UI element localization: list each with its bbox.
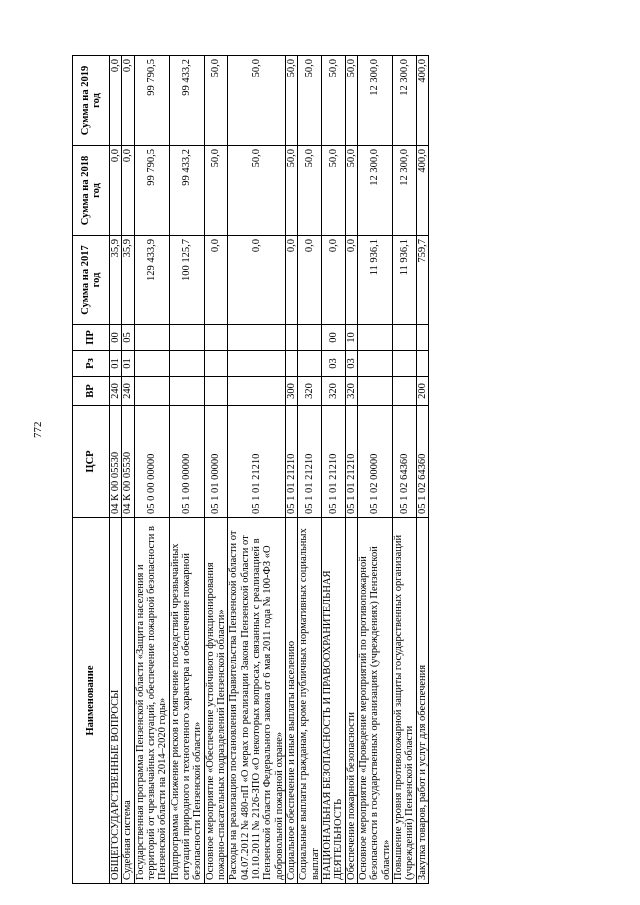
row-sum-2019: 50,0 [298,56,322,146]
row-name: Закупка товаров, работ и услуг для обеспечения [416,518,428,884]
row-sum-2018: 50,0 [345,146,357,236]
header-sum-2019: Сумма на 2019 год [73,56,110,146]
table-row [204,56,228,884]
row-sum-2018: 50,0 [228,146,286,236]
row-sum-2019: 99 433,2 [169,56,204,146]
row-rz [134,351,169,377]
row-sum-2018: 50,0 [298,146,322,236]
row-vr: 320 [345,377,357,406]
row-name: Судебная система [122,518,134,884]
row-csr: 05 1 02 64360 [416,406,428,518]
row-sum-2017: 0,0 [285,236,297,325]
row-sum-2017: 35,9 [122,236,134,325]
row-pr: 00 [110,325,122,351]
row-sum-2019: 99 790,5 [134,56,169,146]
row-name: Основное мероприятие «Обеспечение устойчивого функционирования пожарно-спасательных подразделений Пензенской области» [204,518,228,884]
row-sum-2017: 0,0 [228,236,286,325]
row-sum-2019: 0,0 [110,56,122,146]
page-number: 772 [32,421,44,438]
row-sum-2017: 11 936,1 [392,236,416,325]
row-sum-2017: 0,0 [298,236,322,325]
row-rz: 03 [321,351,345,377]
row-sum-2017: 0,0 [204,236,228,325]
row-pr [169,325,204,351]
row-vr [228,377,286,406]
row-sum-2019: 50,0 [204,56,228,146]
row-csr: 04 К 00 05530 [110,406,122,518]
table-row [285,56,297,884]
row-rz [298,351,322,377]
row-sum-2019: 50,0 [345,56,357,146]
header-sum-2017: Сумма на 2017 год [73,236,110,325]
row-name: Социальные выплаты гражданам, кроме публичных нормативных социальных выплат [298,518,322,884]
header-rz: Рз [73,351,110,377]
row-rz [416,351,428,377]
row-pr [298,325,322,351]
table-row [134,56,169,884]
row-vr [169,377,204,406]
row-rz [228,351,286,377]
row-vr: 300 [285,377,297,406]
row-pr [392,325,416,351]
row-pr: 10 [345,325,357,351]
row-rz [357,351,392,377]
row-sum-2018: 99 433,2 [169,146,204,236]
header-vr: ВР [73,377,110,406]
row-pr [134,325,169,351]
row-sum-2017: 129 433,9 [134,236,169,325]
row-sum-2018: 400,0 [416,146,428,236]
row-name: Государственная программа Пензенской области «Защита населения и территорий от чрезвычайных ситуаций, обеспечение пожарной безопасности в Пензенской области на 2014–2020 годы» [134,518,169,884]
row-rz [392,351,416,377]
row-csr: 05 1 02 00000 [357,406,392,518]
table-row [110,56,122,884]
row-name: ОБЩЕГОСУДАРСТВЕННЫЕ ВОПРОСЫ [110,518,122,884]
row-rz: 01 [122,351,134,377]
row-vr [204,377,228,406]
table-row [321,56,345,884]
row-csr: 05 1 00 00000 [169,406,204,518]
row-sum-2018: 50,0 [285,146,297,236]
row-sum-2017: 11 936,1 [357,236,392,325]
row-rz [285,351,297,377]
table-row [345,56,357,884]
row-vr: 320 [321,377,345,406]
header-row [73,56,110,884]
row-pr [204,325,228,351]
row-sum-2019: 0,0 [122,56,134,146]
row-sum-2019: 50,0 [228,56,286,146]
row-sum-2017: 100 125,7 [169,236,204,325]
row-sum-2017: 0,0 [345,236,357,325]
row-sum-2018: 12 300,0 [392,146,416,236]
row-sum-2018: 50,0 [204,146,228,236]
row-sum-2018: 0,0 [110,146,122,236]
row-name: Основное мероприятие «Проведение мероприятий по противопожарной безопасности в государственных организациях (учреждениях) Пензенской области» [357,518,392,884]
row-csr: 05 1 01 21210 [345,406,357,518]
row-rz: 01 [110,351,122,377]
row-pr [285,325,297,351]
row-name: Социальное обеспечение и иные выплаты населению [285,518,297,884]
header-sum-2018: Сумма на 2018 год [73,146,110,236]
table-row [392,56,416,884]
row-vr: 240 [122,377,134,406]
row-pr [416,325,428,351]
budget-table [72,55,429,884]
budget-table-container [72,56,571,884]
row-csr: 05 1 01 00000 [204,406,228,518]
row-csr: 05 1 01 21210 [298,406,322,518]
row-sum-2017: 759,7 [416,236,428,325]
row-csr: 05 1 01 21210 [321,406,345,518]
header-name: Наименование [73,518,110,884]
row-sum-2019: 400,0 [416,56,428,146]
row-sum-2018: 0,0 [122,146,134,236]
row-sum-2017: 35,9 [110,236,122,325]
row-csr: 05 1 02 64360 [392,406,416,518]
row-rz: 03 [345,351,357,377]
row-csr: 05 1 01 21210 [228,406,286,518]
row-sum-2018: 12 300,0 [357,146,392,236]
row-vr: 200 [416,377,428,406]
header-csr: ЦСР [73,406,110,518]
row-csr: 05 1 01 21210 [285,406,297,518]
row-name: Расходы на реализацию постановления Правительства Пензенской области от 04.07.2012 № 480-пП «О мерах по реализации Закона Пензенской области от 10.10.2011 № 2126-ЗПО «О некоторых вопросах, связанных с реализацией в Пензенской области Федерального закона от 6 мая 2011 года № 100-ФЗ «О добровольной пожарной охране» [228,518,286,884]
row-sum-2019: 50,0 [285,56,297,146]
row-pr [228,325,286,351]
row-csr: 05 0 00 00000 [134,406,169,518]
row-vr: 240 [110,377,122,406]
row-pr [357,325,392,351]
row-pr: 05 [122,325,134,351]
row-name: Подпрограмма «Снижение рисков и смягчение последствий чрезвычайных ситуаций природного и техногенного характера и обеспечение пожарной безопасности Пензенской области» [169,518,204,884]
row-csr: 04 К 00 05530 [122,406,134,518]
row-vr [357,377,392,406]
row-name: Обеспечение пожарной безопасности [345,518,357,884]
row-sum-2019: 12 300,0 [357,56,392,146]
table-row [416,56,428,884]
table-row [298,56,322,884]
table-row [228,56,286,884]
table-row [357,56,392,884]
row-sum-2017: 0,0 [321,236,345,325]
row-sum-2019: 12 300,0 [392,56,416,146]
table-row [122,56,134,884]
row-sum-2018: 50,0 [321,146,345,236]
row-rz [204,351,228,377]
row-pr: 00 [321,325,345,351]
table-row [169,56,204,884]
row-name: Повышение уровня противопожарной защиты государственных организаций (учреждений) Пензенской области [392,518,416,884]
row-vr [392,377,416,406]
row-sum-2019: 50,0 [321,56,345,146]
row-sum-2018: 99 790,5 [134,146,169,236]
row-vr [134,377,169,406]
row-rz [169,351,204,377]
row-name: НАЦИОНАЛЬНАЯ БЕЗОПАСНОСТЬ И ПРАВООХРАНИТЕЛЬНАЯ ДЕЯТЕЛЬНОСТЬ [321,518,345,884]
row-vr: 320 [298,377,322,406]
header-pr: ПР [73,325,110,351]
